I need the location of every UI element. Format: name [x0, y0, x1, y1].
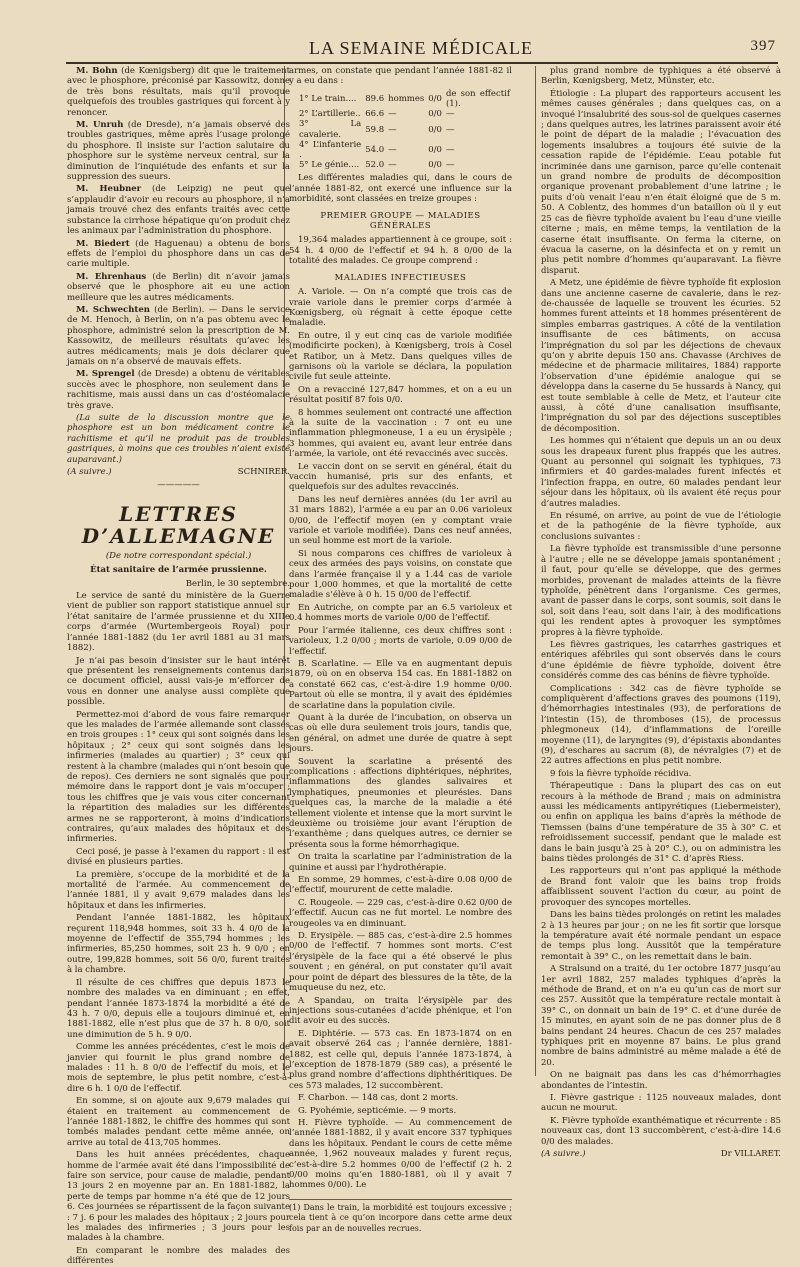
table-cell-unit: —: [388, 160, 397, 171]
section-title: LETTRES D’ALLEMAGNE: [81, 501, 276, 548]
header-rule: [66, 62, 778, 64]
table-cell-note: —: [445, 160, 455, 171]
speaker-entry: [67, 369, 290, 411]
paragraph: Dans les neuf dernières années (du 1er avril au 31 mars 1882), l’armée a eu par an 0.06 varioleux 0/00, de l’effectif moyen (en y comptant vraie variole et variole modifiée). Dans ces neuf années, un seul homme est mort de la variole.: [289, 494, 512, 547]
paragraph: On a revacciné 127,847 hommes, et on a eu un résultat positif 87 fois 0/0.: [289, 384, 512, 406]
journal-title: LA SEMAINE MÉDICALE: [309, 38, 533, 58]
paragraph: En somme, si on ajoute aux 9,679 malades qui étaient en traitement au commencement de l’année 1881-1882, le chiffre des hommes qui sont tombés malades pendant cette même année, on arrive au total de 413,705 hommes.: [67, 1096, 290, 1148]
author-signature: Dr VILLARET.: [720, 1149, 781, 1160]
paragraph: Permettez-moi d’abord de vous faire remarquer que les malades de l’armée allemande sont classés en trois groupes : 1° ceux qui sont soignés dans les hôpitaux ; 2° ceux qui sont soignés dans les infirmeries (malades au quartier) ; 3° ceux qui restent à la chambre (malades qui n’ont besoin que de repos). Ces derniers ne sont signalés que pour mémoire dans le rapport dont je vais m’occuper ; tous les chiffres que je vais vous citer concernant la répartition des maladies sur les différentes armes ne se rapporteront, à moins d’indications contraires, qu’aux malades des hôpitaux et des infirmeries.: [67, 709, 290, 845]
author-signature: SCHNIRER.: [237, 467, 290, 478]
speaker-entry: [67, 184, 290, 236]
paragraph: En outre, il y eut cinq cas de variole modifiée (modificirte pocken), à Kœnigsberg, trois à Cosel et Ratibor, un à Metz. Dans quelques villes de garnisons où la variole se déclara, la population civile fut seule atteinte.: [289, 330, 512, 383]
paragraph: La fièvre typhoïde est transmissible d’une personne à l’autre ; elle ne se développe jamais spontanément ; il faut, pour qu’elle se développe, que des germes morbides, provenant de malades atteints de la fièvre typhoïde, pénètrent dans l’organisme. Ces germes, avant de passer dans le corps, sont soumis, soit dans le sol, soit dans l’eau, soit dans l’air, à des modifications qui les rendent aptes à provoquer les symptômes propres à la fièvre typhoïde.: [541, 544, 781, 638]
paragraph: E. Diphtérie. — 573 cas. En 1873-1874 on en avait observé 264 cas ; l’année dernière, 1881-1882, est celle qui, depuis l’année 1873-1874, à l’exception de 1878-1879 (589 cas), a présenté le plus grand nombre d’affections diphthéritiques. De ces 573 malades, 12 succombèrent.: [289, 1028, 512, 1091]
footnote: (1) Dans le train, la morbidité est toujours excessive ; cela tient à ce qu’on incorpore dans cette arme deux fois par an de nouvelles recrues.: [289, 1199, 512, 1234]
speaker-name: M. Sprengel: [76, 369, 135, 380]
paragraph: K. Fièvre typhoïde exanthématique et récurrente : 85 nouveaux cas, dont 13 succombèrent, c’est-à-dire 14.6 0/0 des malades.: [541, 1115, 781, 1147]
paragraph: On traita la scarlatine par l’administration de la quinine et aussi par l’hydrothérapie.: [289, 852, 512, 873]
speaker-name: M. Heubner: [76, 184, 142, 195]
table-cell-arm: 4° L’infanterie .: [299, 139, 362, 161]
paragraph: F. Charbon. — 148 cas, dont 2 morts.: [298, 1093, 459, 1104]
to-be-continued: (A suivre.): [67, 467, 112, 478]
article-subtitle: État sanitaire de l’armée prussienne.: [90, 565, 267, 576]
paragraph: 8 hommes seulement ont contracté une affection à la suite de la vaccination : 7 ont eu une inflammation phlegmoneuse, 1 a eu un érysipèle ; 3 hommes, qui avaient eu, avant leur entrée dans l’armée, la variole, ont été revaccinés avec succès.: [289, 407, 512, 460]
discussion-continuation: (La suite de la discussion montre que le phosphore est un bon médicament contre le rachitisme et qu’il ne produit pas de troubles gastriques, à moins que ces troubles n’aient existé auparavant.): [67, 413, 290, 465]
column-2: [289, 66, 512, 1233]
paragraph: Le service de santé du ministère de la Guerre vient de publier son rapport statistique annuel sur l’état sanitaire de l’armée prussienne et du XIIIe corps d’armée (Wurtembergeois Royal) pour l’année 1881-1882 (du 1er avril 1881 au 31 mars 1882).: [67, 591, 290, 654]
speaker-text: (de Berlin) dit n’avoir jamais observé que le phosphore ait eu une action meilleure que les autres médicaments.: [67, 271, 290, 303]
paragraph: Quant à la durée de l’incubation, on observa un cas où elle dura seulement trois jours, tandis que, en général, on admet une durée de quatre à sept jours.: [289, 712, 512, 755]
paragraph: Je n’ai pas besoin d’insister sur le haut intérêt que présentent les renseignements contenus dans ce document officiel, aussi vais-je m’efforcer de vous en donner une analyse aussi complète que possible.: [67, 655, 290, 708]
speaker-text: (de Haguenau) a obtenu de bons effets de l’emploi du phosphore dans un cas de carie multiple.: [67, 238, 290, 270]
speaker-name: M. Biedert: [76, 238, 130, 249]
table-cell-note: —: [445, 124, 455, 135]
table-cell-arm: 3° La cavalerie.: [299, 119, 362, 140]
paragraph: Il résulte de ces chiffres que depuis 1873 le nombre des malades va en diminuant ; en effet, pendant l’année 1873-1874 la morbidité a été de 43 h. 7 0/0, depuis elle a toujours diminué et, en 1881-1882, elle n’est plus que de 37 h. 8 0/0, soit une diminution de 5 h. 9 0/0.: [67, 977, 290, 1040]
section-separator: —————: [157, 480, 200, 491]
speaker-entry: [67, 239, 290, 270]
paragraph: Les différentes maladies qui, dans le cours de l’année 1881-82, ont exercé une influence sur la morbidité, sont classées en treize groupes :: [289, 173, 512, 205]
table-cell-unit: —: [388, 144, 397, 155]
speaker-entry: [67, 305, 290, 367]
table-cell-rate: 89.6: [365, 93, 385, 104]
table-cell-arm: 1° Le train....: [299, 93, 357, 104]
speaker-name: M. Ehrenhaus: [76, 271, 147, 282]
table-cell-unit: —: [388, 109, 397, 120]
paragraph: Les hommes qui n’étaient que depuis un an ou deux sous les drapeaux furent plus frappés que les autres. Quant au personnel qui soignait les typhiques, 73 infirmiers et 40 gardes-malades furent infectés et l’infection frappa, en outre, 60 malades pendant leur séjour dans les hôpitaux, où ils avaient été reçus pour d’autres maladies.: [541, 436, 781, 509]
group-heading: PREMIER GROUPE — MALADIES GÉNÉRALES: [320, 210, 481, 232]
paragraph: Thérapeutique : Dans la plupart des cas on eut recours à la méthode de Brand ; mais on administra aussi les médicaments antipyrétiques (Liebermeister), ou enfin on appliqua les bains d’après la méthode de Tiemssen (bains d’une température de 35 à 30° C. et refroidissement successif, pendant que le malade est dans le bain jusqu’à 25 à 20° C.), ou on administra les bains tièdes prolongés de 31° C. d’après Riess.: [541, 781, 781, 865]
dateline: Berlin, le 30 septembre.: [185, 578, 290, 589]
table-cell-note: —: [445, 109, 455, 120]
table-row: [297, 89, 512, 109]
speaker-entry: [67, 66, 290, 118]
table-cell-arm: 5° Le génie....: [299, 160, 360, 171]
morbidity-by-arm-table: [297, 89, 512, 171]
paragraph: 9 fois la fièvre typhoïde récidiva.: [550, 768, 692, 779]
speaker-name: M. Bohn: [76, 66, 118, 76]
paragraph: Pour l’armée italienne, ces deux chiffres sont : varioleux, 1.2 0/00 ; morts de variole, 0.09 0/00 de l’effectif.: [289, 625, 512, 657]
speaker-text: (de Kœnigsberg) dit que le traitement avec le phosphore, préconisé par Kassowitz, donne de très bons résultats, mais qu’il provoque quelquefois des troubles gastriques qui forcent à y renoncer.: [67, 66, 290, 118]
paragraph: B. Scarlatine. — Elle va en augmentant depuis 1879, où on en observa 154 cas. En 1881-1882 on a constaté 662 cas, c’est-à-dire 1.9 homme 0/00. Partout où elle se montra, il y avait des épidémies de scarlatine dans la population civile.: [289, 658, 512, 711]
paragraph: Complications : 342 cas de fièvre typhoïde se compliquèrent d’affections graves des poumons (119), d’hémorrhagies intestinales (93), de perforations de l’intestin (15), de thromboses (15), de processus phlegmoneux (14), d’inflammations de l’oreille moyenne (11), de laryngites (9), d’épistaxis abondantes (9), d’eschares au sacrum (8), de névralgies (7) et de 22 autres affections en plus petit nombre.: [541, 683, 781, 767]
speaker-entry: [67, 120, 290, 182]
paragraph: Souvent la scarlatine a présenté des complications : affections diphtériques, néphrites, inflammations des glandes salivaires et lymphatiques, pneumonies et pleurésies. Dans quelques cas, la marche de la maladie a été tellement violente et intense que la mort survint le deuxième ou troisième jour avant l’éruption de l’exanthème ; dans quelques autres, ce dernier se présenta sous la forme hémorrhagique.: [289, 756, 512, 850]
table-cell-mort: 0/0: [428, 124, 442, 135]
table-cell-arm: 2° L’artillerie..: [299, 109, 361, 120]
table-cell-mort: 0/0: [428, 93, 442, 104]
paragraph: Pendant l’année 1881-1882, les hôpitaux reçurent 118,948 hommes, soit 33 h. 4 0/0 de la moyenne de l’effectif de 355,794 hommes ; les infirmeries, 85,250 hommes, soit 23 h. 9 0/0 ; en outre, 199,828 hommes, soit 56 0/0, furent traités à la chambre.: [67, 913, 290, 976]
table-cell-rate: 54.0: [365, 144, 385, 155]
paragraph: En Autriche, on compte par an 6.5 varioleux et 0.4 hommes morts de variole 0/00 de l’effectif.: [289, 602, 512, 624]
paragraph: Dans les bains tièdes prolongés on retint les malades 2 à 13 heures par jour ; on ne les fit sortir que lorsque la température avait été normale pendant un espace de temps plus long. Aussitôt que la température remontait à 39° C., on les remettait dans le bain.: [541, 910, 781, 962]
to-be-continued: (A suivre.): [541, 1149, 586, 1160]
paragraph: On ne baignait pas dans les cas d’hémorrhagies abondantes de l’intestin.: [541, 1070, 781, 1091]
subgroup-heading: MALADIES INFECTIEUSES: [334, 272, 467, 283]
paragraph: En somme, 29 hommes, c’est-à-dire 0.08 0/00 de l’effectif, moururent de cette maladie.: [289, 875, 512, 896]
page-number: 397: [750, 38, 776, 54]
table-row: [297, 160, 512, 170]
table-cell-unit: hommes: [388, 93, 425, 104]
paragraph: En résumé, on arrive, au point de vue de l’étiologie et de la pathogénie de la fièvre typhoïde, aux conclusions suivantes :: [541, 511, 781, 542]
correspondent-note: (De notre correspondant spécial.): [105, 550, 252, 561]
paragraph: A Metz, une épidémie de fièvre typhoïde fit explosion dans une ancienne caserne de cavalerie, dans le rez-de-chaussée de laquelle se trouvent les écuries. 52 hommes furent atteints et 18 hommes présentèrent de simples embarras gastriques. A côté de la ventilation insuffisante de ces bâtiments, on accusa l’imprégnation du sol par les déjections de chevaux qu’on y abrite depuis 150 ans. Chavasse (Archives de médecine et de pharmacie militaires, 1884) rapporte l’observation d’une épidémie analogue qui se développa dans la caserne du 5e hussards à Nancy, qui est toute semblable à celle de Metz, et l’auteur cite aussi, à côté d’une canalisation insuffisante, l’imprégnation du sol par des déjections susceptibles de décomposition.: [541, 278, 781, 434]
table-cell-unit: —: [388, 124, 397, 135]
paragraph: C. Rougeole. — 229 cas, c’est-à-dire 0.62 0/00 de l’effectif. Aucun cas ne fut mortel. Le nombre des rougeoles va en diminuant.: [289, 897, 512, 929]
paragraph: Les rapporteurs qui n’ont pas appliqué la méthode de Brand font valoir que les bains trop froids affaiblissent souvent l’action du cœur, au point de provoquer des syncopes mortelles.: [541, 866, 781, 908]
table-cell-rate: 59.8: [365, 124, 385, 135]
table-row: [297, 140, 512, 160]
column-1: [67, 66, 290, 1267]
column-3: [541, 66, 781, 1160]
paragraph: D. Erysipèle. — 885 cas, c’est-à-dire 2.5 hommes 0/00 de l’effectif. 7 hommes sont morts. C’est l’érysipèle de la face qui a été observé le plus souvent ; en général, on put constater qu’il avait pour point de départ des blessures de la tête, de la muqueuse du nez, etc.: [289, 931, 512, 994]
paragraph: Ceci posé, je passe à l’examen du rapport : il est divisé en plusieurs parties.: [67, 846, 290, 868]
paragraph: Le vaccin dont on se servit en général, était du vaccin humanisé, pris sur des enfants, et quelquefois sur des adultes revaccinés.: [289, 461, 512, 493]
paragraph: La première, s’occupe de la morbidité et de la mortalité de l’armée. Au commencement de l’année 1881, il y avait 9,679 malades dans les hôpitaux et dans les infirmeries.: [67, 869, 290, 911]
speaker-text: (de Dresde), n’a jamais observé des troubles gastriques, même après l’usage prolongé du phosphore. Il insiste sur l’action salutaire du phosphore sur le système nerveux central, sur la diminution de l’inquiétude des enfants et sur la suppression des sueurs.: [67, 120, 290, 183]
page-header: [66, 38, 776, 60]
paragraph: armes, on constate que pendant l’année 1881-82 il y a eu dans :: [289, 66, 512, 87]
paragraph: Étiologie : La plupart des rapporteurs accusent les mêmes causes générales ; dans quelques cas, on a invoqué l’insalubrité des sous-sol de quelques casernes ; dans quelques autres, les latrines paraissent avoir été le point de départ de la maladie ; l’évacuation des logements insalubres a toujours été suivie de la cessation rapide de l’épidémie. L’eau potable fut incriminée dans une garnison, parce qu’elle contenait un grand nombre de produits de décomposition organique provenant probablement d’une latrine ; le puits d’où venait l’eau n’en était éloigné que de 5 m. 50. A Coblentz, des hommes d’un bataillon où il y eut 25 cas de fièvre typhoïde avaient bu l’eau d’une vieille citerne ; mais, en même temps, la ventilation de la caserne était insuffisante. On ferma la citerne, on évacua la caserne, on la désinfecta et on y remit un plus petit nombre d’hommes qu’auparavant. La fièvre disparut.: [541, 88, 781, 276]
table-cell-rate: 66.6: [365, 109, 385, 120]
paragraph: I. Fièvre gastrique : 1125 nouveaux malades, dont aucun ne mourut.: [541, 1093, 781, 1114]
speaker-text: (de Berlin). — Dans le service de M. Henoch, à Berlin, on n’a pas obtenu avec le phosphore, administré selon la prescription de M. Kassowitz, de meilleurs résultats qu’avec les autres médicaments; mais je dois déclarer que jamais on n’a observé de mauvais effets.: [67, 304, 290, 367]
paragraph: A. Variole. — On n’a compté que trois cas de vraie variole dans le premier corps d’armée à Kœnigsberg, où régnait à cette époque cette maladie.: [289, 287, 512, 329]
table-cell-mort: 0/0: [428, 109, 442, 120]
paragraph: H. Fièvre typhoïde. — Au commencement de l’année 1881-1882, il y avait encore 337 typhiques dans les hôpitaux. Pendant le cours de cette même année, 1,962 nouveaux malades y furent reçus, c’est-à-dire 5.2 hommes 0/00 de l’effectif (2 h. 2 0/00 moins qu’en 1880-1881, où il y avait 7 hommes 0/00). Le: [289, 1117, 512, 1191]
paragraph: Les fièvres gastriques, les catarrhes gastriques et entériques afébriles qui sont observés dans le cours d’une épidémie de fièvre typhoïde, doivent être considérés comme des cas bénins de fièvre typhoïde.: [541, 639, 781, 682]
paragraph: Si nous comparons ces chiffres de varioleux à ceux des armées des pays voisins, on constate que dans l’armée française il y a 1.44 cas de variole pour 1,000 hommes, et que la mortalité de cette maladie s’élève à 0 h. 15 0/00 de l’effectif.: [289, 548, 512, 601]
paragraph: G. Pyohémie, septicémie. — 9 morts.: [298, 1105, 457, 1116]
paragraph: Comme les années précédentes, c’est le mois de janvier qui fournit le plus grand nombre de malades : 11 h. 8 0/0 de l’effectif du mois, et le mois de septembre, le plus petit nombre, c’est-à-dire 6 h. 1 0/0 de l’effectif.: [67, 1042, 290, 1094]
speaker-name: M. Unruh: [76, 120, 124, 131]
article-signature-line: [541, 1149, 781, 1159]
paragraph: Dans les huit années précédentes, chaque homme de l’armée avait été dans l’impossibilité de faire son service, pour cause de maladie, pendant 13 jours 2 en moyenne par an. En 1881-1882, la perte de temps par homme n’a été que de 12 jours 6. Ces journées se répartissent de la façon suivante : 7 j. 6 pour les malades des hôpitaux ; 2 jours pour les malades des infirmeries ; 3 jours pour les malades à la chambre.: [67, 1150, 290, 1244]
paragraph: plus grand nombre de typhiques a été observé à Berlin, Kœnigsberg, Metz, Münster, etc.: [541, 66, 781, 87]
table-cell-note: de son effectif (1).: [445, 88, 510, 110]
paragraph: 19,364 malades appartiennent à ce groupe, soit : 54 h. 4 0/00 de l’effectif et 94 h. 8 0/00 de la totalité des malades. Ce groupe comprend :: [289, 235, 512, 267]
table-row: [297, 109, 512, 119]
paragraph: En comparant le nombre des malades des différentes: [67, 1245, 290, 1267]
table-cell-mort: 0/0: [428, 160, 442, 171]
table-row: [297, 119, 512, 139]
paragraph: A Stralsund on a traité, du 1er octobre 1877 jusqu’au 1er avril 1882, 257 malades typhiques d’après la méthode de Brand, et on n’a eu qu’un cas de mort sur ces 257. Aussitôt que la température rectale montait à 39° C., on donnait un bain de 19° C. et d’une durée de 15 minutes, en ayant soin de ne pas donner plus de 8 bains pendant 24 heures. Chacun de ces 257 malades typhiques prit en moyenne 87 bains. Le plus grand nombre de bains administré au même malade a été de 20.: [541, 964, 781, 1068]
speaker-text: (de Leipzig) ne peut que s’applaudir d’avoir eu recours au phosphore, il n’a jamais trouvé chez des enfants traités avec cette substance la cirrhose hépatique qu’on produit chez les animaux par l’administration du phosphore.: [67, 184, 290, 237]
column-divider: [535, 66, 536, 1076]
speaker-text: (de Dresde) a obtenu de véritables succès avec le phosphore, non seulement dans le rachitisme, mais aussi dans un cas d’ostéomalacie très grave.: [67, 369, 290, 411]
paragraph: A Spandau, on traita l’érysipèle par des injections sous-cutanées d’acide phénique, et l’on dit avoir eu des succès.: [289, 995, 512, 1027]
table-cell-note: —: [445, 144, 455, 155]
article-signature-line: [67, 467, 290, 477]
table-cell-mort: 0/0: [428, 144, 442, 155]
table-cell-rate: 52.0: [365, 160, 385, 171]
speaker-name: M. Schwechten: [76, 304, 150, 315]
speaker-entry: [67, 272, 290, 303]
